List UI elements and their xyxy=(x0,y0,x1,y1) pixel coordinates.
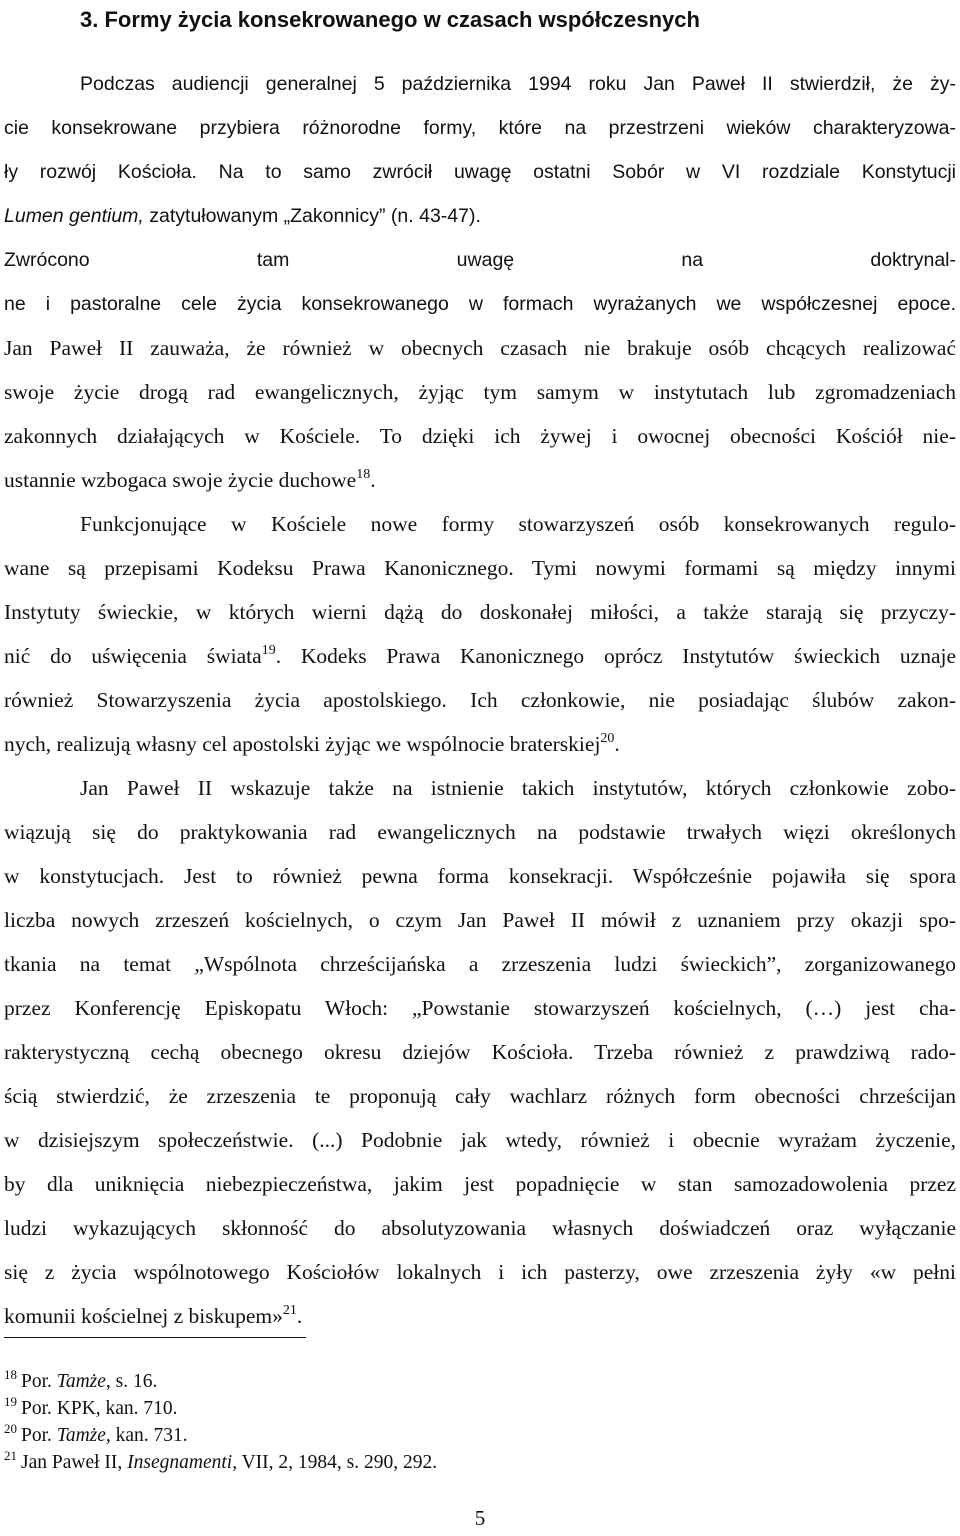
text-line: nić do uświęcenia świata$^{19}$. Kodeks Prawa Kanonicznego oprócz Instytutów świeckich uznaje xyxy=(4,643,957,668)
text-line: Podczas audiencji generalnej 5 października 1994 roku Jan Paweł II stwierdził, że ży- xyxy=(80,73,956,95)
footnote-ref: 20 xyxy=(600,731,615,746)
text-line: ustannie wzbogaca swoje życie duchowe$^{18}$. xyxy=(4,467,376,492)
footnote-number: 20 xyxy=(4,1421,17,1436)
text-line: w konstytucjach. Jest to również pewna forma konsekracji. Współcześnie pojawiła się spora xyxy=(4,864,956,888)
footnote: $^{18}$ Por. Tamże, s. 16. xyxy=(4,1367,158,1392)
section-heading: 3. Formy życia konsekrowanego w czasach współczesnych xyxy=(80,7,700,32)
footnote-separator xyxy=(4,1337,306,1338)
text-line: tkania na temat „Wspólnota chrześcijańska a zrzeszenia ludzi świeckich”, zorganizowanego xyxy=(4,952,956,976)
text-line: wiązują się do praktykowania rad ewangelicznych na podstawie trwałych więzi określonych xyxy=(4,820,956,844)
text-line: Funkcjonujące w Kościele nowe formy stowarzyszeń osób konsekrowanych regulo- xyxy=(80,512,956,536)
text-line: Zwrócono tam uwagę na doktrynal- xyxy=(4,249,956,271)
page-number: 5 xyxy=(474,1506,486,1530)
text-line: ścią stwierdzić, że zrzeszenia te proponują cały wachlarz różnych form obecności chrześcijan xyxy=(4,1084,956,1108)
text-line: ły rozwój Kościoła. Na to samo zwrócił uwagę ostatni Sobór w VI rozdziale Konstytucji xyxy=(4,161,956,183)
text-line: ne i pastoralne cele życia konsekrowanego w formach wyrażanych we współczesnej epoce. xyxy=(4,293,956,315)
text-line: się z życia wspólnotowego Kościołów lokalnych i ich pasterzy, owe zrzeszenia żyły «w pełni xyxy=(4,1260,956,1284)
footnote: $^{19}$ Por. KPK, kan. 710. xyxy=(4,1394,178,1419)
footnote: $^{21}$ Jan Paweł II, Insegnamenti, VII, 2, 1984, s. 290, 292. xyxy=(4,1448,438,1473)
text-line: Lumen gentium, zatytułowanym „Zakonnicy” (n. 43-47). xyxy=(4,205,481,227)
footnote-ref: 18 xyxy=(356,467,371,482)
text-line: również Stowarzyszenia życia apostolskiego. Ich członkowie, nie posiadając ślubów zakon- xyxy=(4,688,956,712)
text-line: przez Konferencję Episkopatu Włoch: „Powstanie stowarzyszeń kościelnych, (…) jest cha- xyxy=(4,996,956,1020)
footnote-ref: 21 xyxy=(282,1303,297,1318)
footnote-number: 18 xyxy=(4,1367,17,1382)
text-line: swoje życie drogą rad ewangelicznych, żyjąc tym samym w instytutach lub zgromadzeniach xyxy=(4,380,956,404)
text-line: liczba nowych zrzeszeń kościelnych, o czym Jan Paweł II mówił z uznaniem przy okazji spo- xyxy=(4,908,956,932)
footnote-number: 19 xyxy=(4,1394,17,1409)
footnote: $^{20}$ Por. Tamże, kan. 731. xyxy=(4,1421,188,1446)
text-line: w dzisiejszym społeczeństwie. (...) Podobnie jak wtedy, również i obecnie wyrażam życzenie, xyxy=(4,1128,956,1152)
text-line: ludzi wykazujących skłonność do absolutyzowania własnych doświadczeń oraz wyłączanie xyxy=(4,1216,956,1240)
footnote-ref: 19 xyxy=(261,643,276,658)
text-line: wane są przepisami Kodeksu Prawa Kanonicznego. Tymi nowymi formami są między innymi xyxy=(4,556,956,580)
text-line: komunii kościelnej z biskupem»$^{21}$. xyxy=(4,1303,303,1328)
text-line: by dla uniknięcia niebezpieczeństwa, jakim jest popadnięcie w stan samozadowolenia przez xyxy=(4,1172,956,1196)
text-line: rakterystyczną cechą obecnego okresu dziejów Kościoła. Trzeba również z prawdziwą rado- xyxy=(4,1040,956,1064)
italic-title: Lumen gentium, xyxy=(4,205,144,227)
footnote-number: 21 xyxy=(4,1448,17,1463)
text-line: nych, realizują własny cel apostolski żyjąc we wspólnocie braterskiej$^{20}$. xyxy=(4,731,620,756)
text-line: Jan Paweł II zauważa, że również w obecnych czasach nie brakuje osób chcących realizować xyxy=(4,336,956,360)
text-line: cie konsekrowane przybiera różnorodne formy, które na przestrzeni wieków charakteryzowa- xyxy=(4,117,956,139)
text-line: zakonnych działających w Kościele. To dzięki ich żywej i owocnej obecności Kościół nie- xyxy=(4,424,956,448)
text-line: Jan Paweł II wskazuje także na istnienie takich instytutów, których członkowie zobo- xyxy=(80,776,956,800)
text-line: Instytuty świeckie, w których wierni dążą do doskonałej miłości, a także starają się przyczy- xyxy=(4,600,956,624)
